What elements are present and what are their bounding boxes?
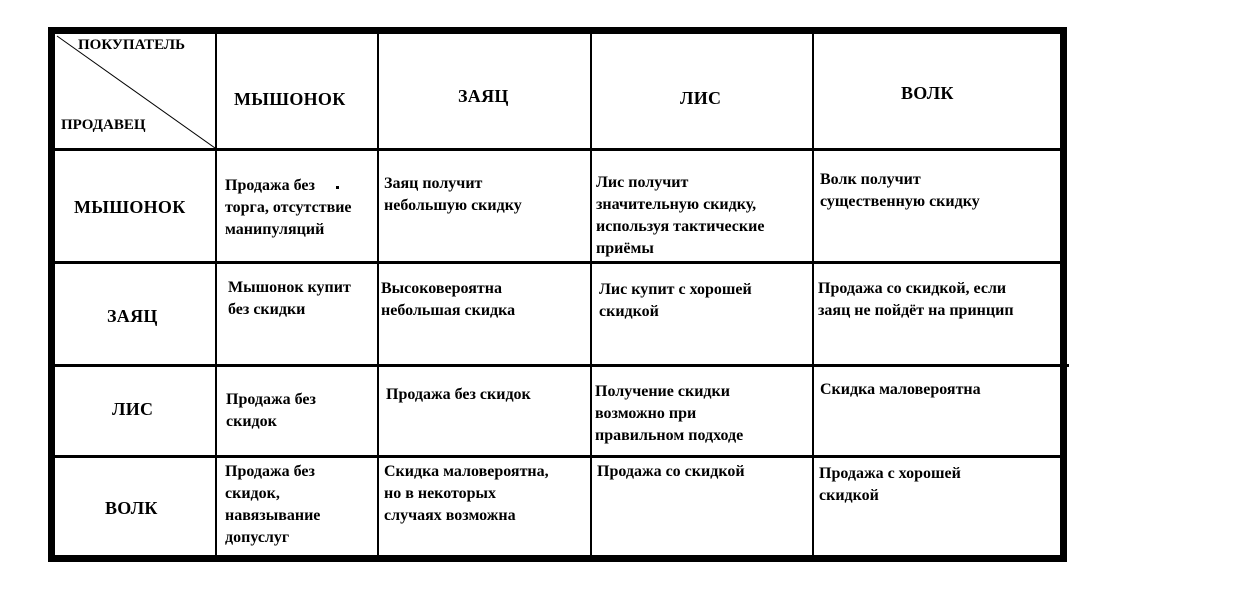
table-cell: Скидка маловероятна, но в некоторых случаях возможна — [384, 463, 549, 524]
grid-line — [590, 34, 592, 555]
table-cell: Волк получит существенную скидку — [820, 171, 980, 210]
grid-line — [55, 148, 1060, 151]
table-cell: Продажа без скидок — [386, 386, 531, 403]
buyer-axis-label: ПОКУПАТЕЛЬ — [78, 37, 186, 53]
table-cell: Продажа со скидкой — [597, 463, 745, 480]
grid-line — [55, 364, 1069, 367]
column-header-mouse: МЫШОНОК — [234, 89, 346, 109]
column-header-hare: ЗАЯЦ — [458, 86, 509, 106]
table-cell: Мышонок купит без скидки — [228, 279, 351, 318]
grid-line — [55, 455, 1060, 458]
table-cell: Продажа без скидок, навязывание допуслуг — [225, 463, 321, 546]
stray-mark — [336, 186, 339, 189]
table-cell: Высоковероятна небольшая скидка — [381, 280, 516, 319]
table-cell: Получение скидки возможно при правильном подходе — [595, 383, 744, 444]
table-cell: Лис купит с хорошей скидкой — [599, 281, 752, 320]
seller-axis-label: ПРОДАВЕЦ — [61, 117, 146, 133]
row-header-wolf: ВОЛК — [105, 498, 158, 518]
column-header-fox: ЛИС — [680, 88, 722, 108]
table-cell: Продажа без скидок — [226, 391, 316, 430]
row-header-hare: ЗАЯЦ — [107, 306, 158, 326]
grid-line — [55, 261, 1060, 264]
table-cell: Продажа с хорошей скидкой — [819, 465, 961, 504]
row-header-fox: ЛИС — [112, 399, 154, 419]
row-header-mouse: МЫШОНОК — [74, 197, 186, 217]
column-header-wolf: ВОЛК — [901, 83, 954, 103]
table-cell: Заяц получит небольшую скидку — [384, 175, 522, 214]
grid-line — [215, 34, 217, 555]
table-cell: Продажа без торга, отсутствие манипуляций — [225, 177, 352, 238]
grid-line — [377, 34, 379, 555]
table-cell: Лис получит значительную скидку, используя тактические приёмы — [596, 174, 765, 257]
table-cell: Скидка маловероятна — [820, 381, 981, 398]
table-cell: Продажа со скидкой, если заяц не пойдёт на принцип — [818, 280, 1014, 319]
grid-line — [812, 34, 814, 555]
